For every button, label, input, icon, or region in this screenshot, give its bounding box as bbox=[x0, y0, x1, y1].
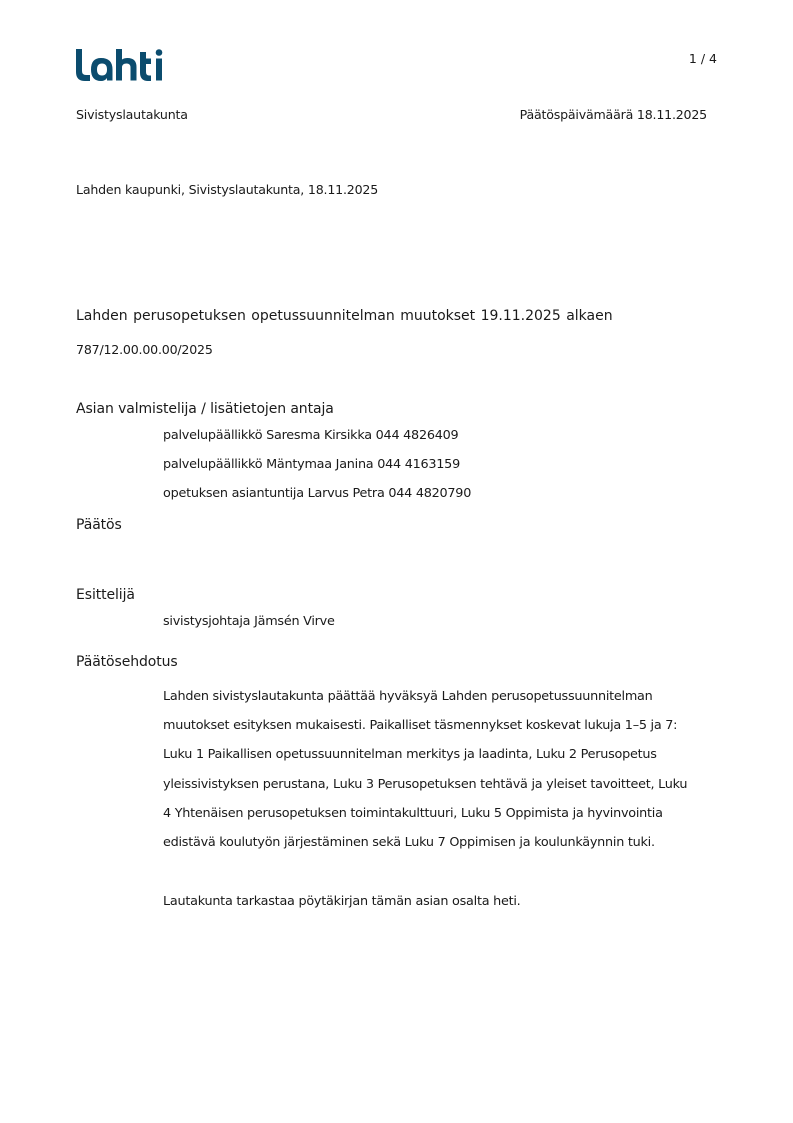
presenter-heading: Esittelijä bbox=[76, 587, 135, 603]
proposal-line: Lahden sivistyslautakunta päättää hyväksyä Lahden perusopetussuunnitelman bbox=[163, 689, 653, 704]
proposal-line: yleissivistyksen perustana, Luku 3 Perusopetuksen tehtävä ja yleiset tavoitteet, Luku bbox=[163, 777, 688, 792]
preparers-heading: Asian valmistelija / lisätietojen antaja bbox=[76, 401, 334, 417]
proposal-line: muutokset esityksen mukaisesti. Paikalliset täsmennykset koskevat lukuja 1–5 ja 7: bbox=[163, 718, 678, 733]
meta-line: Lahden kaupunki, Sivistyslautakunta, 18.11.2025 bbox=[76, 182, 379, 197]
preparer-item: palvelupäällikkö Saresma Kirsikka 044 4826409 bbox=[163, 428, 459, 443]
presenter-name: sivistysjohtaja Jämsén Virve bbox=[163, 614, 335, 629]
record-number: 787/12.00.00.00/2025 bbox=[76, 342, 213, 357]
proposal-line: Luku 1 Paikallisen opetussuunnitelman merkitys ja laadinta, Luku 2 Perusopetus bbox=[163, 747, 657, 762]
preparer-item: opetuksen asiantuntija Larvus Petra 044 4820790 bbox=[163, 486, 472, 501]
proposal-closing: Lautakunta tarkastaa pöytäkirjan tämän asian osalta heti. bbox=[163, 894, 521, 909]
page-number: 1 / 4 bbox=[688, 51, 717, 66]
document-title: Lahden perusopetuksen opetussuunnitelman muutokset 19.11.2025 alkaen bbox=[76, 308, 613, 324]
proposal-line: 4 Yhtenäisen perusopetuksen toimintakulttuuri, Luku 5 Oppimista ja hyvinvointia bbox=[163, 806, 663, 821]
decision-heading: Päätös bbox=[76, 517, 122, 533]
lahti-logo bbox=[75, 46, 167, 82]
proposal-line: edistävä koulutyön järjestäminen sekä Luku 7 Oppimisen ja koulunkäynnin tuki. bbox=[163, 835, 655, 850]
board-name: Sivistyslautakunta bbox=[76, 107, 188, 122]
proposal-heading: Päätösehdotus bbox=[76, 654, 178, 670]
decision-date: Päätöspäivämäärä 18.11.2025 bbox=[519, 107, 707, 122]
preparer-item: palvelupäällikkö Mäntymaa Janina 044 4163159 bbox=[163, 457, 460, 472]
